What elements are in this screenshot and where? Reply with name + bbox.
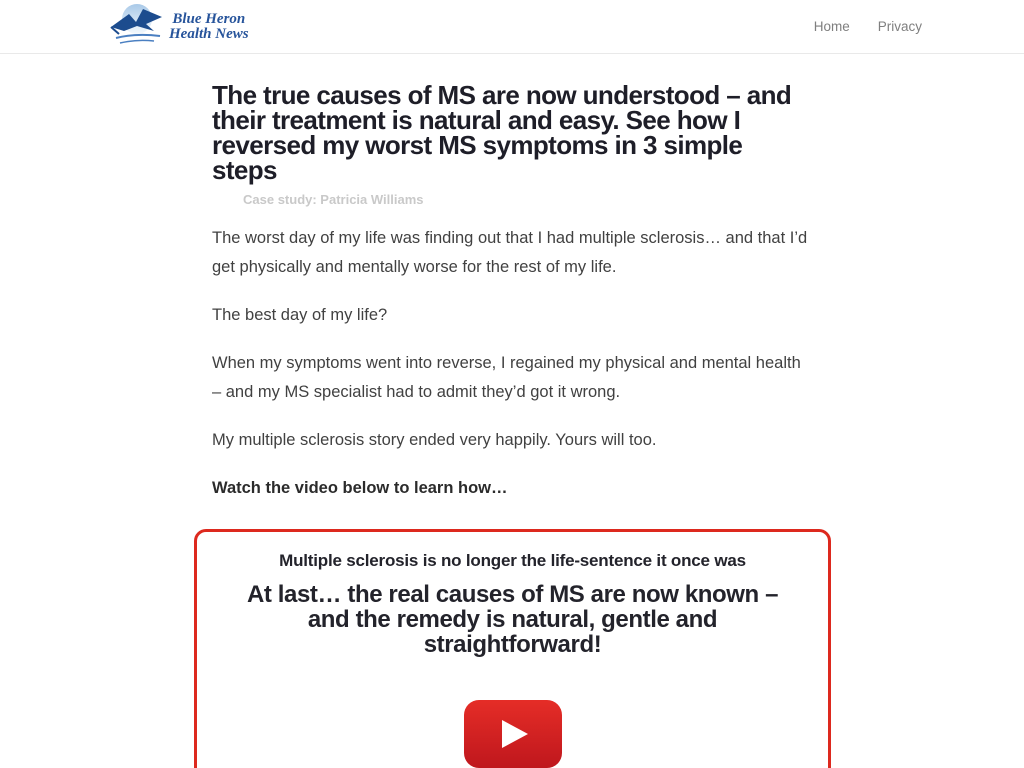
video-player-area <box>197 700 828 768</box>
watch-video-cta: Watch the video below to learn how… <box>212 479 508 497</box>
article-paragraph: My multiple sclerosis story ended very happily. Yours will too. <box>212 431 657 449</box>
site-logo[interactable] <box>110 2 249 51</box>
article-content <box>212 54 812 768</box>
video-headline: At last… the real causes of MS are now known – and the remedy is natural, gentle and straightforward! <box>246 581 779 658</box>
logo-line1: Blue Heron <box>172 10 246 27</box>
case-study-byline: Case study: Patricia Williams <box>243 192 424 207</box>
heron-logo-icon <box>110 2 164 51</box>
article-title: The true causes of MS are now understood – and their treatment is natural and easy. See how I reversed my worst MS symptoms in 3 simple steps <box>212 80 792 185</box>
video-kicker: Multiple sclerosis is no longer the life-sentence it once was <box>279 551 746 570</box>
logo-line2: Health News <box>169 25 249 42</box>
video-embed-box <box>194 529 831 768</box>
article-paragraph: The worst day of my life was finding out that I had multiple sclerosis… and that I’d get physically and mentally worse for the rest of my life. <box>212 229 808 276</box>
article-paragraph: The best day of my life? <box>212 306 388 324</box>
main-nav <box>814 19 922 34</box>
youtube-play-icon[interactable] <box>464 700 562 768</box>
site-logo-text <box>169 12 249 42</box>
nav-link-privacy[interactable]: Privacy <box>877 19 922 34</box>
site-header <box>0 0 1024 54</box>
article-paragraph: When my symptoms went into reverse, I regained my physical and mental health – and my MS specialist had to admit they’d got it wrong. <box>212 354 801 401</box>
nav-link-home[interactable]: Home <box>813 19 850 34</box>
